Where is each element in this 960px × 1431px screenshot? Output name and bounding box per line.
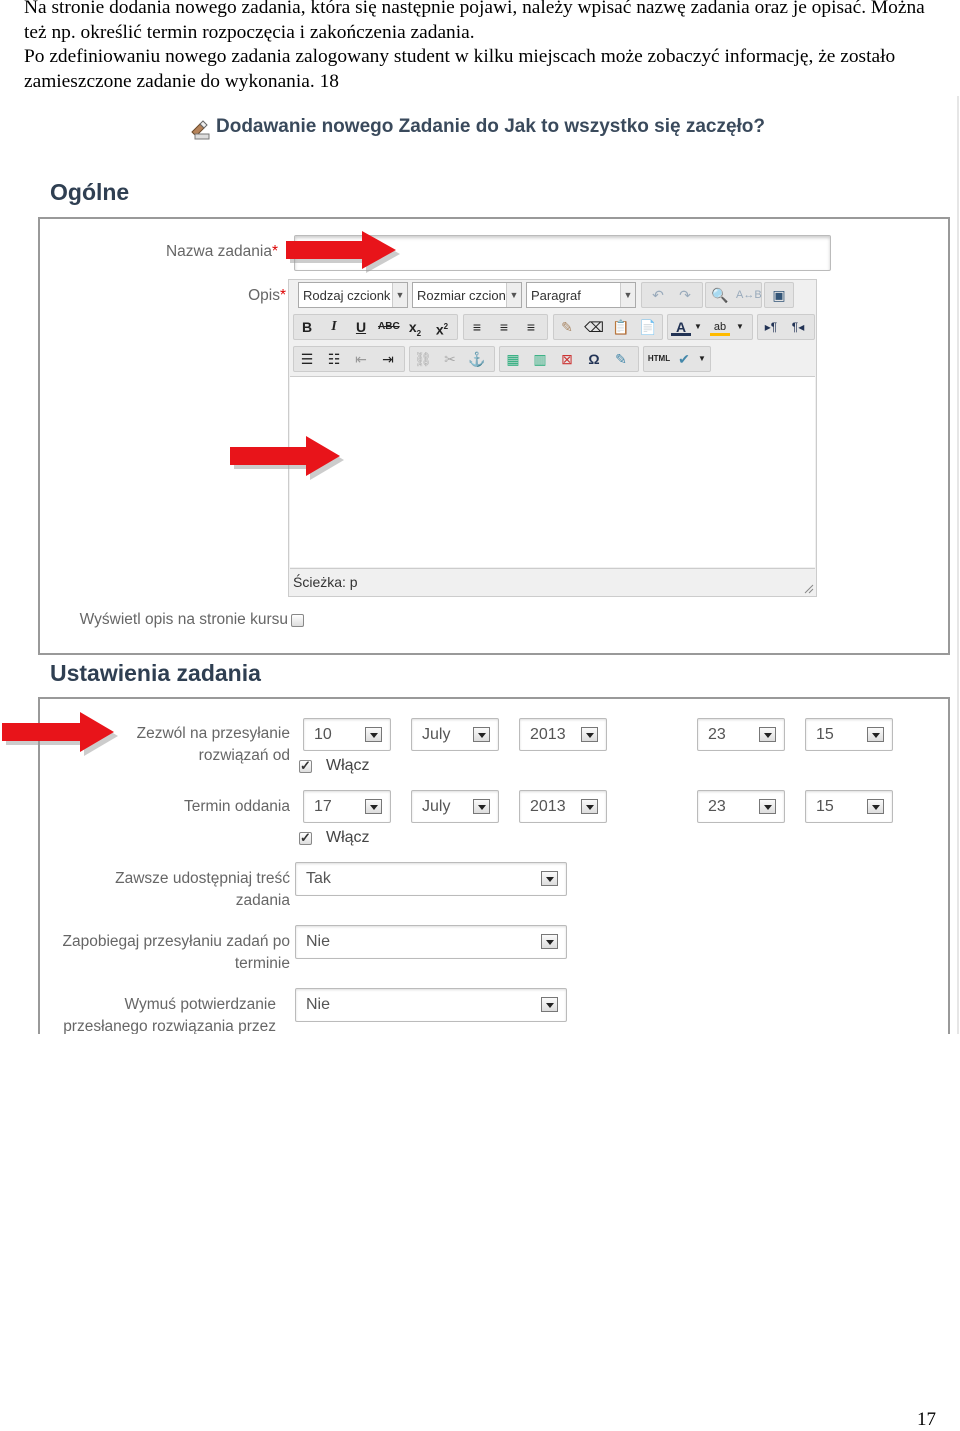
allow-from-year-select[interactable]: 2013 [519, 718, 607, 751]
unlink-icon[interactable]: ✂ [444, 351, 456, 367]
image-icon[interactable]: ▦ [506, 351, 520, 367]
page-number: 17 [917, 1409, 936, 1430]
strikethrough-icon[interactable]: ABC [378, 321, 400, 332]
spellcheck-icon[interactable]: ✔ [678, 351, 690, 367]
prevent-late-select[interactable]: Nie [295, 925, 567, 959]
show-description-checkbox[interactable] [291, 614, 304, 627]
due-enable-label: Włącz [326, 829, 370, 846]
undo-icon[interactable]: ↶ [652, 287, 664, 303]
paragraph-student-info: Po zdefiniowaniu nowego zadania zalogowany student w kilku miejscach może zobaczyć informację, że zostało zamieszczone zadanie do wykonania. 18 [24, 46, 896, 92]
require-confirm-label: Wymuś potwierdzanie przesłanego rozwiązania przez [63, 996, 276, 1034]
font-color-icon[interactable]: A [671, 318, 691, 336]
html-icon[interactable]: HTML [647, 354, 671, 363]
assignment-icon [190, 120, 212, 140]
document-text [24, 0, 944, 94]
redo-icon[interactable]: ↷ [679, 287, 691, 303]
indent-icon[interactable]: ⇥ [382, 351, 394, 367]
allow-from-enable-checkbox[interactable] [299, 760, 312, 773]
annotation-arrow-name [286, 231, 400, 273]
divider [957, 96, 959, 1034]
due-year-select[interactable]: 2013 [519, 790, 607, 823]
chevron-down-icon [581, 727, 598, 742]
align-right-icon[interactable]: ≡ [526, 319, 536, 335]
allow-from-minute-select[interactable]: 15 [805, 718, 893, 751]
link-icon[interactable]: ⛓ [414, 351, 432, 367]
prevent-late-label: Zapobiegaj przesyłaniu zadań po terminie [62, 933, 290, 972]
always-show-label: Zawsze udostępniaj treść zadania [115, 870, 290, 909]
numbered-list-icon[interactable]: ☷ [327, 351, 341, 367]
clean-icon[interactable]: ✎ [561, 319, 573, 335]
general-legend: Ogólne [44, 179, 133, 206]
chevron-down-icon [541, 997, 558, 1012]
nolink-icon[interactable]: ⊠ [561, 351, 573, 367]
due-day-select[interactable]: 17 [303, 790, 391, 823]
format-select[interactable]: Paragraf ▼ [526, 282, 636, 308]
due-enable-checkbox[interactable] [299, 832, 312, 845]
align-left-icon[interactable]: ≡ [472, 319, 482, 335]
annotation-arrow-description [230, 436, 344, 480]
bullet-list-icon[interactable]: ☰ [300, 351, 314, 367]
due-hour-select[interactable]: 23 [697, 790, 785, 823]
chevron-down-icon [759, 799, 776, 814]
find-icon[interactable]: 🔍 [711, 287, 729, 303]
resize-handle-icon[interactable] [802, 582, 814, 594]
underline-icon[interactable]: U [355, 319, 367, 335]
description-label: Opis* [248, 287, 286, 304]
paragraph-intro: Na stronie dodania nowego zadania, która się następnie pojawi, należy wpisać nazwę zadania oraz je opisać. Można też np. określić termin rozpoczęcia i zakończenia zadania. [24, 0, 925, 43]
edit-icon[interactable]: ✎ [615, 351, 627, 367]
subscript-icon[interactable]: $x_2$ [408, 319, 422, 338]
chevron-down-icon [473, 727, 490, 742]
due-date-label: Termin oddania [184, 798, 290, 815]
chevron-down-icon [541, 934, 558, 949]
chevron-down-icon [867, 799, 884, 814]
allow-from-label: Zezwól na przesyłanie rozwiązań od [136, 725, 290, 764]
allow-from-hour-select[interactable]: 23 [697, 718, 785, 751]
spellcheck-dropdown-icon[interactable]: ▼ [698, 354, 706, 363]
description-editor [288, 279, 817, 597]
chevron-down-icon [473, 799, 490, 814]
paste-word-icon[interactable]: 📄 [639, 319, 657, 335]
font-family-select[interactable]: Rodzaj czcionk ▼ [298, 282, 408, 308]
anchor-icon[interactable]: ⚓ [468, 351, 486, 367]
allow-from-month-select[interactable]: July [411, 718, 499, 751]
replace-icon[interactable]: A↔B [736, 289, 762, 301]
chevron-down-icon [541, 871, 558, 886]
description-textarea[interactable] [290, 376, 815, 567]
require-confirm-select[interactable]: Nie [295, 988, 567, 1022]
chevron-down-icon [365, 727, 382, 742]
annotation-arrow-dates [2, 712, 118, 756]
allow-from-day-select[interactable]: 10 [303, 718, 391, 751]
due-month-select[interactable]: July [411, 790, 499, 823]
media-icon[interactable]: ▥ [533, 351, 547, 367]
fullscreen-icon[interactable]: ▣ [772, 287, 786, 303]
ltr-icon[interactable]: ▸¶ [764, 320, 778, 334]
form-title: Dodawanie nowego Zadanie do Jak to wszystko się zaczęło? [216, 116, 766, 137]
chevron-down-icon [759, 727, 776, 742]
rtl-icon[interactable]: ¶◂ [791, 320, 805, 334]
eraser-icon[interactable]: ⌫ [584, 319, 604, 335]
bold-icon[interactable]: B [301, 319, 313, 335]
always-show-select[interactable]: Tak [295, 862, 567, 896]
font-color-dropdown-icon[interactable]: ▼ [694, 322, 702, 331]
paste-text-icon[interactable]: 📋 [612, 319, 630, 335]
show-description-label: Wyświetl opis na stronie kursu [79, 611, 288, 628]
highlight-dropdown-icon[interactable]: ▼ [736, 322, 744, 331]
screenshot-figure [0, 96, 960, 1034]
align-center-icon[interactable]: ≡ [499, 319, 509, 335]
chevron-down-icon [867, 727, 884, 742]
superscript-icon[interactable]: $x^2$ [435, 321, 449, 338]
chevron-down-icon [581, 799, 598, 814]
italic-icon[interactable]: I [331, 319, 337, 334]
editor-path: Ścieżka: p [293, 574, 358, 590]
editor-statusbar [290, 568, 815, 595]
chevron-down-icon [365, 799, 382, 814]
name-label: Nazwa zadania* [165, 243, 278, 260]
omega-icon[interactable]: Ω [588, 351, 600, 367]
font-size-select[interactable]: Rozmiar czcion ▼ [412, 282, 522, 308]
allow-from-enable-label: Włącz [326, 757, 370, 774]
settings-legend: Ustawienia zadania [44, 660, 265, 687]
highlight-icon[interactable]: ab [710, 318, 730, 336]
outdent-icon[interactable]: ⇤ [355, 351, 367, 367]
due-minute-select[interactable]: 15 [805, 790, 893, 823]
